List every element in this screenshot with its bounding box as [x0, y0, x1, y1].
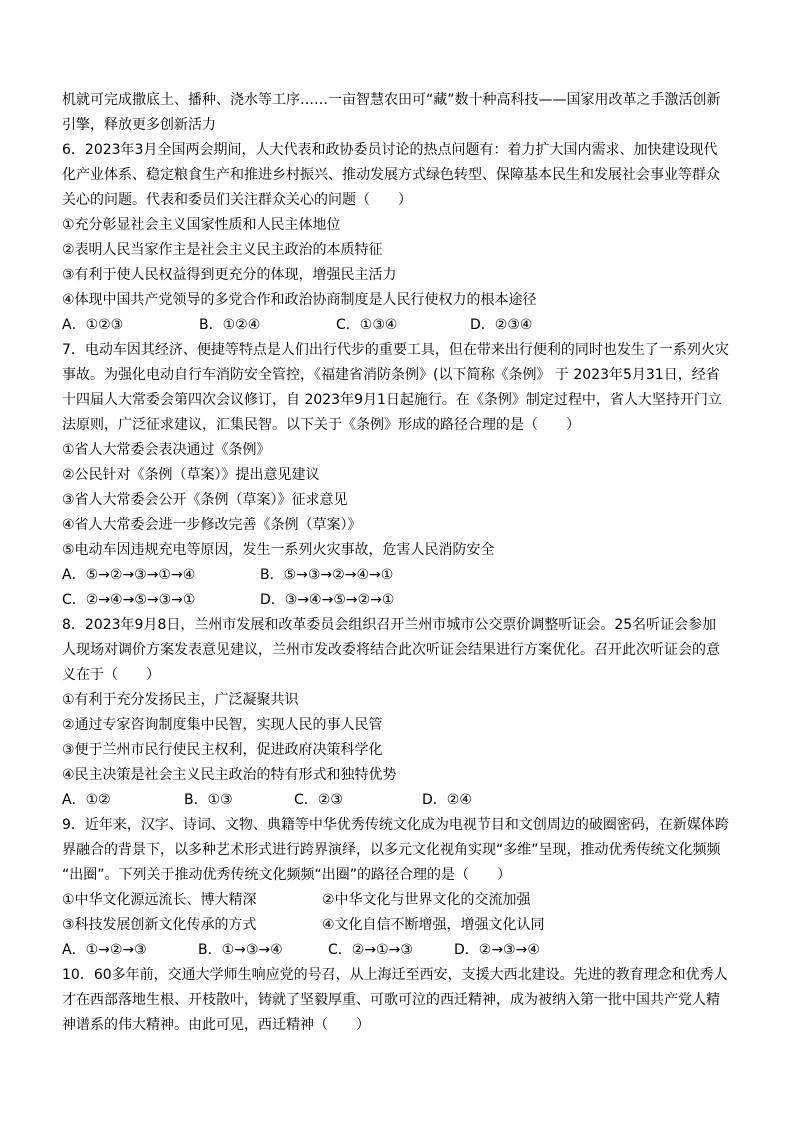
statement-item: ①充分彰显社会主义国家性质和人民主体地位 — [62, 217, 341, 233]
statement-item: ④体现中国共产党领导的多党合作和政治协商制度是人民行使权力的根本途径 — [62, 292, 537, 308]
answer-option-a[interactable]: A．①②③ — [62, 317, 124, 333]
statement-item: ②中华文化与世界文化的交流加强 — [322, 892, 531, 908]
statement-item: ①省人大常委会表决通过《条例》 — [62, 442, 271, 458]
answer-option-b[interactable]: B．①→③→④ — [198, 942, 283, 958]
answer-option-c[interactable]: C．②③ — [294, 792, 343, 808]
question-10 — [62, 963, 742, 1038]
answer-option-c[interactable]: C．②→④→⑤→③→① — [62, 592, 196, 608]
statement-item: ③科技发展创新文化传承的方式 — [62, 917, 257, 933]
answer-option-b[interactable]: B．①③ — [184, 792, 233, 808]
answer-option-c[interactable]: C．②→①→③ — [328, 942, 413, 958]
answer-options — [62, 313, 742, 338]
answer-option-a[interactable]: A．①→②→③ — [62, 942, 147, 958]
question-stem-line: 人现场对调价方案发表意见建议，兰州市发改委将结合此次听证会结果进行方案优化。召开此次听证会的意 — [62, 642, 720, 658]
statement-item: ③有利于使人民权益得到更充分的体现，增强民主活力 — [62, 267, 397, 283]
answer-option-d[interactable]: D．③→④→⑤→②→① — [260, 592, 395, 608]
question-6 — [62, 138, 742, 338]
statement-item: ③便于兰州市民行使民主权利，促进政府决策科学化 — [62, 742, 383, 758]
question-stem-line: 义在于（ ） — [62, 667, 160, 683]
question-stem-line: 化产业体系、稳定粮食生产和推进乡村振兴、推动发展方式绿色转型、保障基本民生和发展社会事业等群众 — [62, 167, 720, 183]
question-stem-line: 关心的问题。代表和委员们关注群众关心的问题（ ） — [62, 192, 412, 208]
statement-item: ①有利于充分发扬民主，广泛凝聚共识 — [62, 692, 299, 708]
question-stem-line: 十四届人大常委会第四次会议修订，自 2023年9月1日起施行。在《条例》制定过程中，省人大坚持开门立 — [62, 392, 722, 408]
answer-option-b[interactable]: B．①②④ — [199, 317, 261, 333]
statement-item: ②表明人民当家作主是社会主义民主政治的本质特征 — [62, 242, 383, 258]
answer-options — [62, 588, 742, 613]
statement-row — [62, 888, 742, 913]
question-stem-line: 神谱系的伟大精神。由此可见，西迁精神（ ） — [62, 1017, 370, 1033]
intro-line: 引擎，释放更多创新活力 — [62, 117, 216, 133]
intro-paragraph — [62, 88, 742, 138]
question-stem-line: 界融合的背景下，以多种艺术形式进行跨界演绎，以多元文化视角实现“多维”呈现，推动优秀传统文化频频 — [62, 842, 721, 858]
answer-option-d[interactable]: D．②→③→④ — [454, 942, 540, 958]
question-stem-line: 8．2023年9月8日，兰州市发展和改革委员会组织召开兰州市城市公交票价调整听证会。25名听证会参加 — [62, 617, 717, 633]
question-stem-line: 法原则，广泛征求建议，汇集民智。以下关于《条例》形成的路径合理的是（ ） — [62, 417, 580, 433]
answer-option-d[interactable]: D．②③④ — [470, 317, 533, 333]
answer-options — [62, 788, 742, 813]
answer-options — [62, 938, 742, 963]
statement-item: ④民主决策是社会主义民主政治的特有形式和独特优势 — [62, 767, 397, 783]
statement-item: ④省人大常委会进一步修改完善《条例（草案）》 — [62, 517, 362, 533]
statement-item: ②通过专家咨询制度集中民智，实现人民的事人民管 — [62, 717, 383, 733]
question-stem-line: 7．电动车因其经济、便捷等特点是人们出行代步的重要工具，但在带来出行便利的同时也发生了一系列火灾 — [62, 342, 729, 358]
answer-options — [62, 563, 742, 588]
answer-option-b[interactable]: B．⑤→③→②→④→① — [260, 567, 394, 583]
question-9 — [62, 813, 742, 963]
question-stem-line: 9．近年来，汉字、诗词、文物、典籍等中华优秀传统文化成为电视节目和文创周边的破圈密码，在新媒体跨 — [62, 817, 729, 833]
statement-item: ⑤电动车因违规充电等原因，发生一系列火灾事故，危害人民消防安全 — [62, 542, 495, 558]
statement-item: ③省人大常委会公开《条例（草案）》征求意见 — [62, 492, 348, 508]
question-7 — [62, 338, 742, 613]
answer-option-a[interactable]: A．①② — [62, 792, 111, 808]
answer-option-d[interactable]: D．②④ — [422, 792, 472, 808]
statement-row — [62, 913, 742, 938]
question-8 — [62, 613, 742, 813]
answer-option-a[interactable]: A．⑤→②→③→①→④ — [62, 567, 196, 583]
intro-line: 机就可完成撒底土、播种、浇水等工序……一亩智慧农田可“藏”数十种高科技——国家用改革之手激活创新 — [62, 92, 721, 108]
question-stem-line: 6．2023年3月全国两会期间，人大代表和政协委员讨论的热点问题有：着力扩大国内需求、加快建设现代 — [62, 142, 718, 158]
question-stem-line: 事故。为强化电动自行车消防安全管控，《福建省消防条例》(以下简称《条例》 于 2023年5月31日，经省 — [62, 367, 720, 383]
statement-item: ④文化自信不断增强，增强文化认同 — [322, 917, 545, 933]
question-stem-line: “出圈”。下列关于推动优秀传统文化频频“出圈”的路径合理的是（ ） — [62, 867, 512, 883]
question-stem-line: 10．60多年前，交通大学师生响应党的号召，从上海迁至西安，支援大西北建设。先进的教育理念和优秀人 — [62, 967, 728, 983]
answer-option-c[interactable]: C．①③④ — [336, 317, 398, 333]
page-content — [62, 88, 742, 1038]
statement-item: ①中华文化源远流长、博大精深 — [62, 892, 257, 908]
question-stem-line: 才在西部落地生根、开枝散叶，铸就了坚毅厚重、可歌可泣的西迁精神，成为被纳入第一批中国共产党人精 — [62, 992, 720, 1008]
statement-item: ②公民针对《条例（草案）》提出意见建议 — [62, 467, 320, 483]
